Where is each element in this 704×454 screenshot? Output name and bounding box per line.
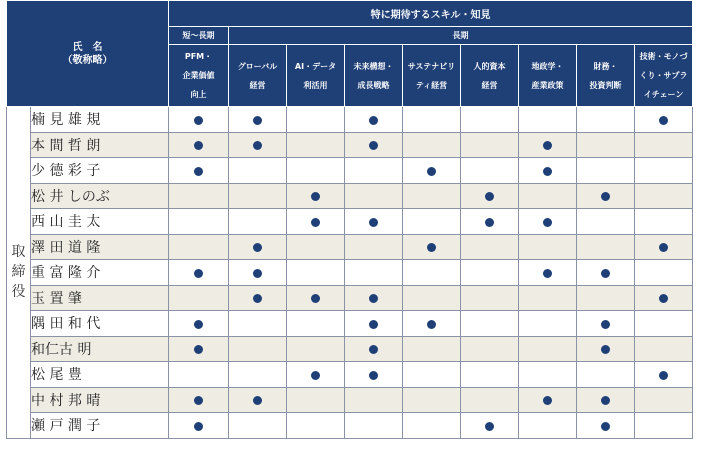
- skill-cell: [403, 336, 461, 362]
- skill-header-line: 成長戦略: [357, 80, 390, 90]
- skill-header-4: [345, 45, 403, 107]
- skill-cell: [635, 183, 693, 209]
- skill-dot-icon: [601, 345, 610, 354]
- skill-cell: [461, 132, 519, 158]
- term-long: 長期: [229, 27, 693, 45]
- skill-dot-icon: [601, 192, 610, 201]
- skill-cell: [519, 158, 577, 184]
- skill-cell: [287, 107, 345, 133]
- skill-cell: [577, 285, 635, 311]
- skill-dot-icon: [659, 294, 668, 303]
- skill-cell: [635, 285, 693, 311]
- skill-cell: [577, 336, 635, 362]
- skill-cell: [287, 260, 345, 286]
- skill-dot-icon: [369, 294, 378, 303]
- skill-cell: [345, 285, 403, 311]
- skill-cell: [403, 362, 461, 388]
- skill-cell: [403, 209, 461, 235]
- skill-cell: [403, 183, 461, 209]
- skill-dot-icon: [194, 320, 203, 329]
- skill-cell: [519, 132, 577, 158]
- skill-cell: [577, 413, 635, 439]
- skill-dot-icon: [369, 116, 378, 125]
- skill-cell: [169, 107, 229, 133]
- skill-cell: [635, 387, 693, 413]
- skill-cell: [229, 260, 287, 286]
- skill-dot-icon: [601, 422, 610, 431]
- skill-dot-icon: [253, 243, 262, 252]
- skill-cell: [519, 362, 577, 388]
- skill-dot-icon: [369, 345, 378, 354]
- skill-cell: [403, 158, 461, 184]
- skill-cell: [635, 234, 693, 260]
- skill-dot-icon: [253, 294, 262, 303]
- director-name: 楠 見 雄 規: [31, 107, 169, 133]
- director-row: [7, 107, 693, 133]
- skill-cell: [345, 260, 403, 286]
- skill-cell: [229, 209, 287, 235]
- skill-cell: [519, 413, 577, 439]
- skill-cell: [403, 311, 461, 337]
- skill-cell: [635, 107, 693, 133]
- skill-dot-icon: [369, 371, 378, 380]
- skill-cell: [229, 311, 287, 337]
- director-row: [7, 209, 693, 235]
- skill-header-line: グローバル: [237, 61, 278, 71]
- skill-header-line: 産業政策: [531, 80, 564, 90]
- skill-dot-icon: [194, 269, 203, 278]
- skill-cell: [461, 158, 519, 184]
- skill-dot-icon: [194, 345, 203, 354]
- skill-cell: [461, 183, 519, 209]
- skill-header-line: AI・データ: [294, 61, 337, 71]
- skill-cell: [577, 209, 635, 235]
- director-name: 西 山 圭 太: [31, 209, 169, 235]
- skill-cell: [461, 413, 519, 439]
- skill-cell: [461, 311, 519, 337]
- skill-cell: [461, 362, 519, 388]
- skill-cell: [169, 413, 229, 439]
- skill-cell: [287, 311, 345, 337]
- skill-header-9: [635, 45, 693, 107]
- name-header-note: （敬称略）: [62, 54, 113, 66]
- skill-cell: [403, 285, 461, 311]
- skill-cell: [461, 260, 519, 286]
- skill-cell: [229, 336, 287, 362]
- skill-dot-icon: [659, 116, 668, 125]
- skill-cell: [229, 413, 287, 439]
- skill-cell: [461, 209, 519, 235]
- skill-cell: [519, 260, 577, 286]
- skill-dot-icon: [311, 218, 320, 227]
- skill-dot-icon: [253, 396, 262, 405]
- skill-cell: [403, 260, 461, 286]
- role-label: [7, 107, 31, 439]
- skill-dot-icon: [253, 269, 262, 278]
- name-header-label: 氏 名: [72, 41, 103, 53]
- skill-dot-icon: [659, 371, 668, 380]
- role-label-char: 締: [11, 264, 26, 281]
- skill-cell: [461, 234, 519, 260]
- skill-header-line: 経営: [249, 80, 266, 90]
- director-name: 重 富 隆 介: [31, 260, 169, 286]
- director-row: [7, 362, 693, 388]
- skill-dot-icon: [543, 269, 552, 278]
- skill-dot-icon: [253, 141, 262, 150]
- skill-cell: [403, 132, 461, 158]
- skill-dot-icon: [194, 422, 203, 431]
- skill-cell: [577, 158, 635, 184]
- director-row: [7, 336, 693, 362]
- skill-cell: [577, 183, 635, 209]
- skill-dot-icon: [194, 167, 203, 176]
- skill-cell: [287, 285, 345, 311]
- skill-cell: [345, 183, 403, 209]
- director-row: [7, 158, 693, 184]
- skill-dot-icon: [427, 243, 436, 252]
- skill-cell: [519, 209, 577, 235]
- skill-dot-icon: [369, 141, 378, 150]
- skill-cell: [577, 362, 635, 388]
- skill-dot-icon: [369, 320, 378, 329]
- skill-cell: [635, 311, 693, 337]
- skill-dot-icon: [311, 192, 320, 201]
- skill-cell: [287, 132, 345, 158]
- skill-cell: [577, 260, 635, 286]
- director-row: [7, 311, 693, 337]
- skill-header-line: 利活用: [303, 80, 328, 90]
- skill-cell: [635, 362, 693, 388]
- skill-cell: [169, 183, 229, 209]
- skill-cell: [169, 387, 229, 413]
- skill-header-3: [287, 45, 345, 107]
- skill-cell: [169, 260, 229, 286]
- skill-header-7: [519, 45, 577, 107]
- director-row: [7, 387, 693, 413]
- director-row: [7, 132, 693, 158]
- skill-header-6: [461, 45, 519, 107]
- skill-cell: [635, 413, 693, 439]
- skill-header-8: [577, 45, 635, 107]
- director-name: 松 井 しのぶ: [31, 183, 169, 209]
- skill-cell: [577, 311, 635, 337]
- skill-cell: [229, 387, 287, 413]
- skill-dot-icon: [659, 243, 668, 252]
- skill-cell: [577, 132, 635, 158]
- skill-header-line: PFM・: [184, 52, 213, 61]
- director-row: [7, 183, 693, 209]
- skill-dot-icon: [311, 294, 320, 303]
- role-label-char: 役: [11, 284, 26, 301]
- skill-dot-icon: [601, 320, 610, 329]
- skill-dot-icon: [485, 218, 494, 227]
- director-name: 玉 置 肇: [31, 285, 169, 311]
- skill-dot-icon: [601, 269, 610, 278]
- skill-cell: [461, 336, 519, 362]
- skill-header-line: 未来構想・: [353, 61, 394, 71]
- skill-cell: [519, 285, 577, 311]
- skill-cell: [345, 132, 403, 158]
- skill-cell: [577, 234, 635, 260]
- skill-dot-icon: [427, 167, 436, 176]
- skill-cell: [229, 234, 287, 260]
- skill-header-line: 人的資本: [473, 61, 506, 71]
- skill-header-line: 経営: [481, 80, 498, 90]
- skill-cell: [229, 132, 287, 158]
- skill-cell: [461, 107, 519, 133]
- skill-dot-icon: [485, 192, 494, 201]
- skill-cell: [287, 336, 345, 362]
- skill-dot-icon: [369, 218, 378, 227]
- name-column-header: [7, 1, 169, 107]
- skill-dot-icon: [253, 116, 262, 125]
- skill-cell: [635, 158, 693, 184]
- skill-cell: [169, 336, 229, 362]
- skill-cell: [287, 362, 345, 388]
- skill-header-line: サステナビリ: [407, 61, 456, 71]
- skill-cell: [461, 285, 519, 311]
- skill-cell: [229, 183, 287, 209]
- skill-cell: [287, 209, 345, 235]
- director-name: 中 村 邦 晴: [31, 387, 169, 413]
- skill-cell: [345, 387, 403, 413]
- skill-cell: [169, 234, 229, 260]
- term-short-long: 短～長期: [169, 27, 229, 45]
- director-name: 隅 田 和 代: [31, 311, 169, 337]
- skill-header-line: 投資判断: [589, 80, 622, 90]
- skill-header-line: 財務・: [593, 61, 618, 71]
- skill-dot-icon: [194, 396, 203, 405]
- skill-cell: [169, 362, 229, 388]
- skill-cell: [345, 336, 403, 362]
- skill-cell: [635, 209, 693, 235]
- director-row: [7, 234, 693, 260]
- director-name: 和仁古 明: [31, 336, 169, 362]
- skill-cell: [229, 107, 287, 133]
- skill-header-line: くり・サプラ: [639, 71, 688, 80]
- role-label-char: 取: [11, 244, 26, 261]
- skill-dot-icon: [194, 141, 203, 150]
- director-name: 松 尾 豊: [31, 362, 169, 388]
- skill-header-line: 地政学・: [531, 61, 564, 71]
- skill-dot-icon: [543, 141, 552, 150]
- skill-dot-icon: [543, 396, 552, 405]
- director-name: 本 間 哲 朗: [31, 132, 169, 158]
- skill-cell: [403, 413, 461, 439]
- skill-cell: [345, 158, 403, 184]
- skill-cell: [519, 311, 577, 337]
- skill-cell: [403, 234, 461, 260]
- skill-header-1: [169, 45, 229, 107]
- skill-cell: [519, 107, 577, 133]
- skill-cell: [345, 413, 403, 439]
- skill-cell: [403, 107, 461, 133]
- skill-cell: [577, 387, 635, 413]
- skill-cell: [345, 311, 403, 337]
- skills-table: [6, 0, 693, 439]
- skill-cell: [345, 107, 403, 133]
- director-name: 少 德 彩 子: [31, 158, 169, 184]
- skill-cell: [229, 285, 287, 311]
- skill-cell: [169, 132, 229, 158]
- director-row: [7, 285, 693, 311]
- skill-dot-icon: [543, 167, 552, 176]
- director-name: 瀬 戸 潤 子: [31, 413, 169, 439]
- director-row: [7, 413, 693, 439]
- director-row: [7, 260, 693, 286]
- skill-cell: [635, 336, 693, 362]
- skill-dot-icon: [485, 422, 494, 431]
- skill-dot-icon: [543, 218, 552, 227]
- skill-cell: [461, 387, 519, 413]
- skill-cell: [169, 285, 229, 311]
- skill-cell: [345, 209, 403, 235]
- skill-header-line: 技術・モノづ: [639, 52, 688, 61]
- skill-cell: [169, 158, 229, 184]
- skill-header-line: イチェーン: [643, 90, 684, 99]
- skill-cell: [519, 387, 577, 413]
- skill-cell: [287, 234, 345, 260]
- skill-cell: [345, 234, 403, 260]
- skill-header-2: [229, 45, 287, 107]
- director-name: 澤 田 道 隆: [31, 234, 169, 260]
- skill-cell: [519, 183, 577, 209]
- skill-cell: [403, 387, 461, 413]
- skill-cell: [287, 158, 345, 184]
- skill-dot-icon: [194, 116, 203, 125]
- skill-cell: [519, 336, 577, 362]
- skill-cell: [577, 107, 635, 133]
- skill-dot-icon: [427, 320, 436, 329]
- skill-dot-icon: [601, 396, 610, 405]
- skill-cell: [635, 260, 693, 286]
- skill-cell: [287, 413, 345, 439]
- skill-cell: [635, 132, 693, 158]
- skill-header-line: ティ経営: [415, 80, 448, 90]
- skill-dot-icon: [311, 371, 320, 380]
- skill-cell: [229, 158, 287, 184]
- skills-title: 特に期待するスキル・知見: [169, 1, 693, 27]
- skill-header-5: [403, 45, 461, 107]
- skill-cell: [519, 234, 577, 260]
- skill-cell: [229, 362, 287, 388]
- skill-cell: [345, 362, 403, 388]
- skill-cell: [287, 387, 345, 413]
- skill-cell: [287, 183, 345, 209]
- skill-cell: [169, 311, 229, 337]
- skill-header-line: 向上: [190, 90, 207, 99]
- skill-cell: [169, 209, 229, 235]
- skill-header-line: 企業価値: [182, 71, 215, 80]
